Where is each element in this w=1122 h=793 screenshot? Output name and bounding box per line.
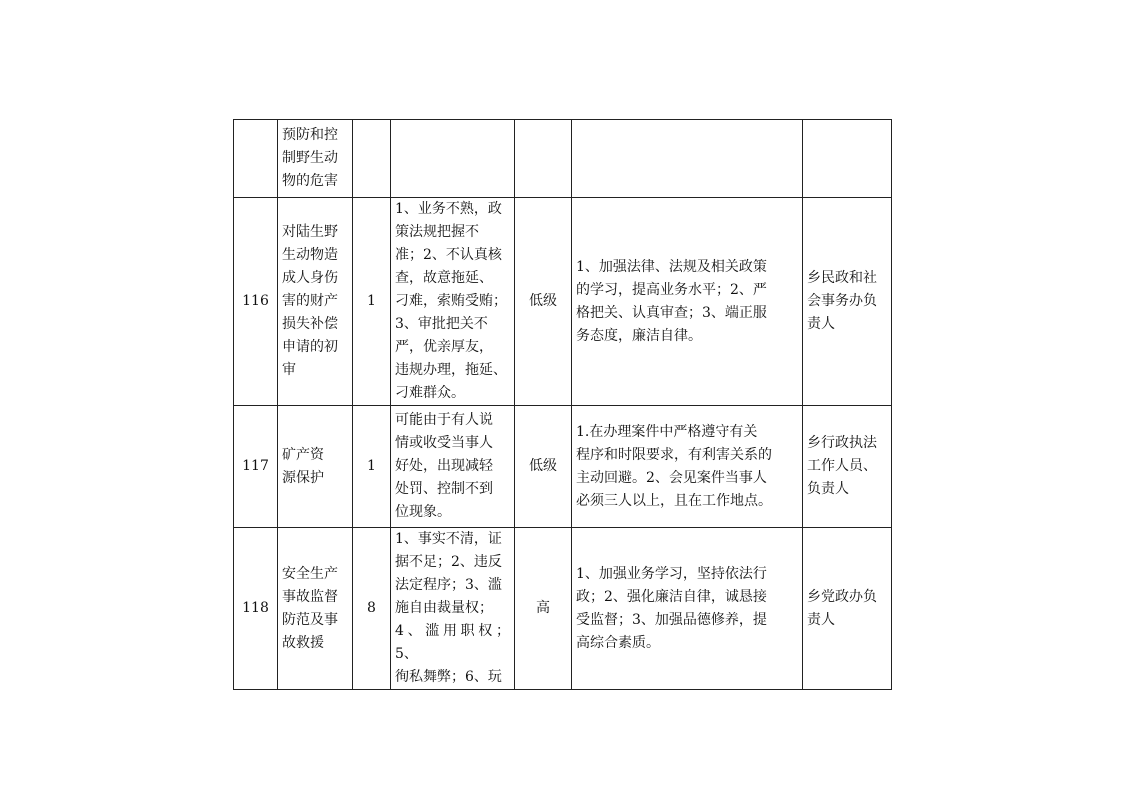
- responsible-person-text: 乡行政执法 工作人员、 负责人: [807, 435, 877, 497]
- prevention-measures-cell: [572, 198, 803, 406]
- risk-level-cell: 低级: [515, 406, 572, 528]
- item-name-cell: [278, 406, 353, 528]
- row-number-cell: [234, 120, 278, 198]
- risk-points-cell: [391, 406, 515, 528]
- row-number-cell: 117: [234, 406, 278, 528]
- risk-points-cell: [391, 528, 515, 690]
- risk-points-text: 1、业务不熟，政 策法规把握不 准；2、不认真核 查，故意拖延、 刁难，索贿受贿； 3、审批把关不 严，优亲厚友， 违规办理，拖延、 刁难群众。: [395, 201, 507, 401]
- row-number-cell: 116: [234, 198, 278, 406]
- risk-count-cell: 1: [353, 198, 391, 406]
- prevention-measures-text: 1、加强业务学习，坚持依法行 政；2、强化廉洁自律，诚恳接 受监督；3、加强品德修养，提 高综合素质。: [576, 565, 767, 651]
- item-name-text: 预防和控 制野生动 物的危害: [282, 127, 338, 189]
- risk-points-text: 1、事实不清，证 据不足；2、违反 法定程序；3、滥 施自由裁量权； 4、滥用职权；5、 徇私舞弊；6、玩: [395, 531, 510, 685]
- risk-points-text: 可能由于有人说 情或收受当事人 好处，出现减轻 处罚、控制不到 位现象。: [395, 412, 493, 520]
- responsible-person-cell: [803, 528, 892, 690]
- table-row: [234, 198, 892, 406]
- risk-count-cell: 8: [353, 528, 391, 690]
- risk-level-cell: 高: [515, 528, 572, 690]
- item-name-cell: [278, 120, 353, 198]
- responsible-person-cell: [803, 120, 892, 198]
- risk-points-cell: [391, 198, 515, 406]
- risk-count-cell: 1: [353, 406, 391, 528]
- table-row: [234, 528, 892, 690]
- item-name-text: 对陆生野 生动物造 成人身伤 害的财产 损失补偿 申请的初 审: [282, 224, 338, 378]
- responsible-person-cell: [803, 198, 892, 406]
- item-name-text: 矿产资 源保护: [282, 446, 324, 486]
- row-number-cell: 118: [234, 528, 278, 690]
- item-name-text: 安全生产 事故监督 防范及事 故救援: [282, 565, 338, 651]
- prevention-measures-text: 1、加强法律、法规及相关政策 的学习，提高业务水平；2、严 格把关、认真审查；3、端正服 务态度，廉洁自律。: [576, 258, 767, 344]
- risk-count-cell: [353, 120, 391, 198]
- table-row: [234, 406, 892, 528]
- table-row: [234, 120, 892, 198]
- item-name-cell: [278, 198, 353, 406]
- responsible-person-text: 乡民政和社 会事务办负 责人: [807, 270, 877, 332]
- risk-control-table: [233, 119, 892, 690]
- item-name-cell: [278, 528, 353, 690]
- prevention-measures-cell: [572, 120, 803, 198]
- responsible-person-text: 乡党政办负 责人: [807, 588, 877, 628]
- responsible-person-cell: [803, 406, 892, 528]
- prevention-measures-cell: [572, 528, 803, 690]
- risk-level-cell: [515, 120, 572, 198]
- prevention-measures-cell: [572, 406, 803, 528]
- risk-points-cell: [391, 120, 515, 198]
- risk-level-cell: 低级: [515, 198, 572, 406]
- prevention-measures-text: 1.在办理案件中严格遵守有关 程序和时限要求，有利害关系的 主动回避。2、会见案件当事人 必须三人以上，且在工作地点。: [576, 423, 772, 509]
